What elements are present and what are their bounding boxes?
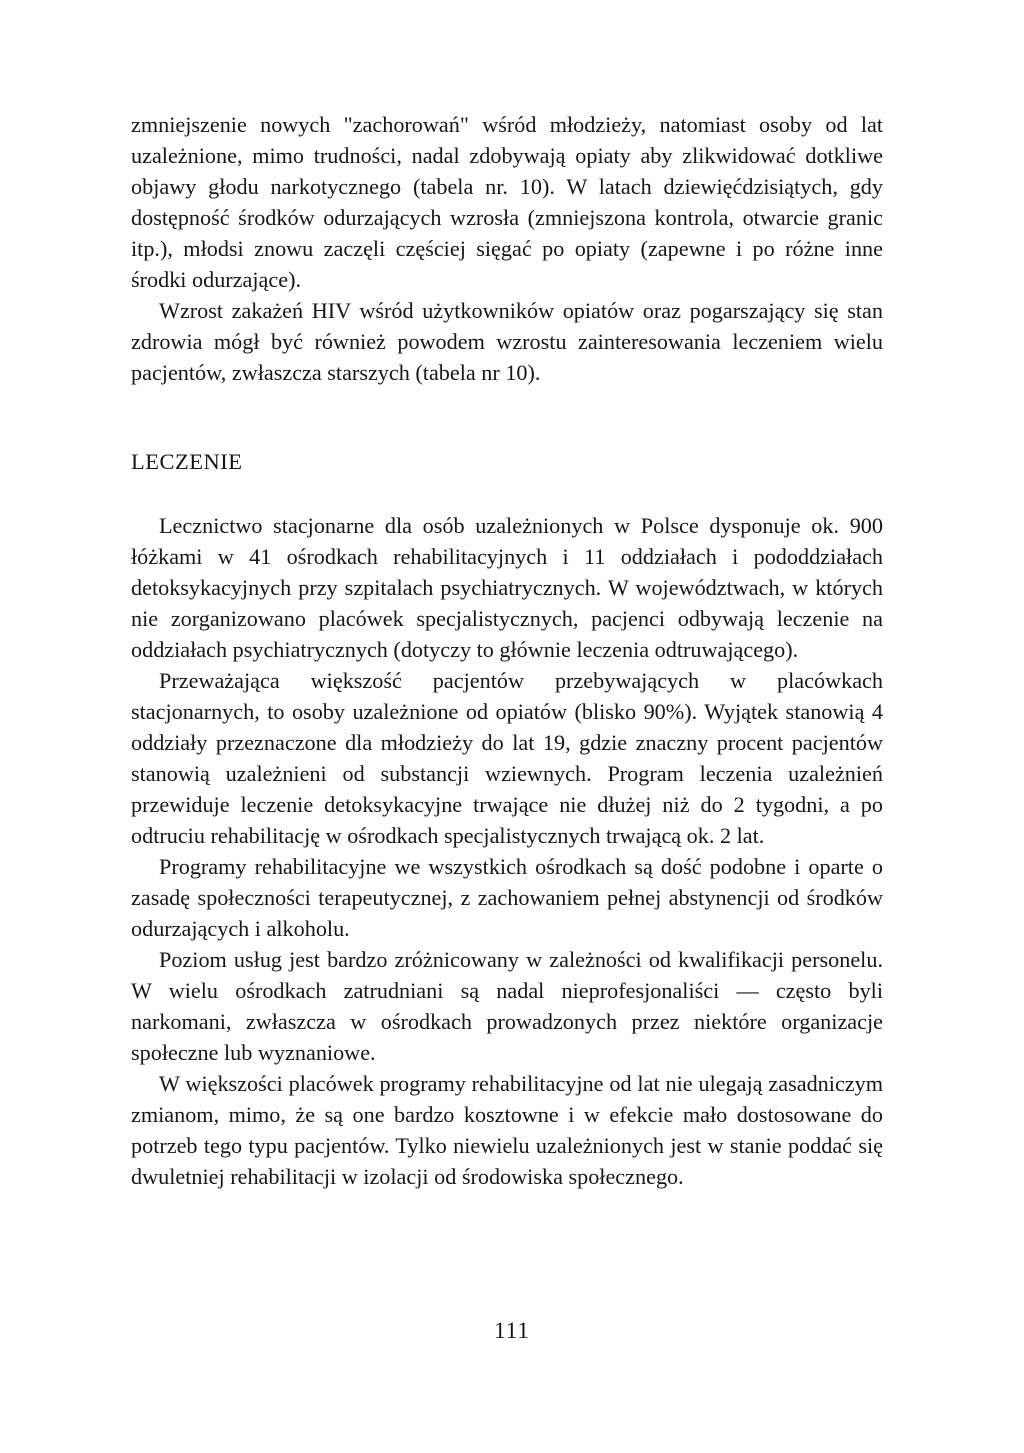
intro-text-block (131, 109, 883, 388)
paragraph: Poziom usług jest bardzo zróżnicowany w zależności od kwalifikacji personelu. W wielu ośrodkach zatrudniani są nadal nieprofesjonaliści — często byli narkomani, zwłaszcza w ośrodkach prowadzonych przez niektóre organizacje społeczne lub wyznaniowe. (131, 947, 883, 1065)
paragraph: W większości placówek programy rehabilitacyjne od lat nie ulegają zasadniczym zmianom, mimo, że są one bardzo kosztowne i w efekcie mało dostosowane do potrzeb tego typu pacjentów. Tylko niewielu uzależnionych jest w stanie poddać się dwuletniej rehabilitacji w izolacji od środowiska społecznego. (131, 1071, 883, 1189)
paragraph: zmniejszenie nowych "zachorowań" wśród młodzieży, natomiast osoby od lat uzależnione, mimo trudności, nadal zdobywają opiaty aby zlikwidować dotkliwe objawy głodu narkotycznego (tabela nr. 10). W latach dziewięćdzisiątych, gdy dostępność środków odurzających wzrosła (zmniejszona kontrola, otwarcie granic itp.), młodsi znowu zaczęli częściej sięgać po opiaty (zapewne i po różne inne środki odurzające). (131, 112, 883, 292)
paragraph: Programy rehabilitacyjne we wszystkich ośrodkach są dość podobne i oparte o zasadę społeczności terapeutycznej, z zachowaniem pełnej abstynencji od środków odurzających i alkoholu. (131, 854, 883, 941)
paragraph: Przeważająca większość pacjentów przebywających w placówkach stacjonarnych, to osoby uzależnione od opiatów (blisko 90%). Wyjątek stanowią 4 oddziały przeznaczone dla młodzieży do lat 19, gdzie znaczny procent pacjentów stanowią uzależnieni od substancji wziewnych. Program leczenia uzależnień przewiduje leczenie detoksykacyjne trwające nie dłużej niż do 2 tygodni, a po odtruciu rehabilitację w ośrodkach specjalistycznych trwającą ok. 2 lat. (131, 668, 883, 848)
paragraph: Wzrost zakażeń HIV wśród użytkowników opiatów oraz pogarszający się stan zdrowia mógł być również powodem wzrostu zainteresowania leczeniem wielu pacjentów, zwłaszcza starszych (tabela nr 10). (131, 298, 883, 385)
paragraph: Lecznictwo stacjonarne dla osób uzależnionych w Polsce dysponuje ok. 900 łóżkami w 41 ośrodkach rehabilitacyjnych i 11 oddziałach i pododdziałach detoksykacyjnych przy szpitalach psychiatrycznych. W województwach, w których nie zorganizowano placówek specjalistycznych, pacjenci odbywają leczenie na oddziałach psychiatrycznych (dotyczy to głównie leczenia odtruwającego). (131, 513, 883, 662)
section-heading: LECZENIE (131, 449, 243, 474)
treatment-text-block (131, 510, 883, 1192)
page-number: 111 (494, 1318, 530, 1343)
